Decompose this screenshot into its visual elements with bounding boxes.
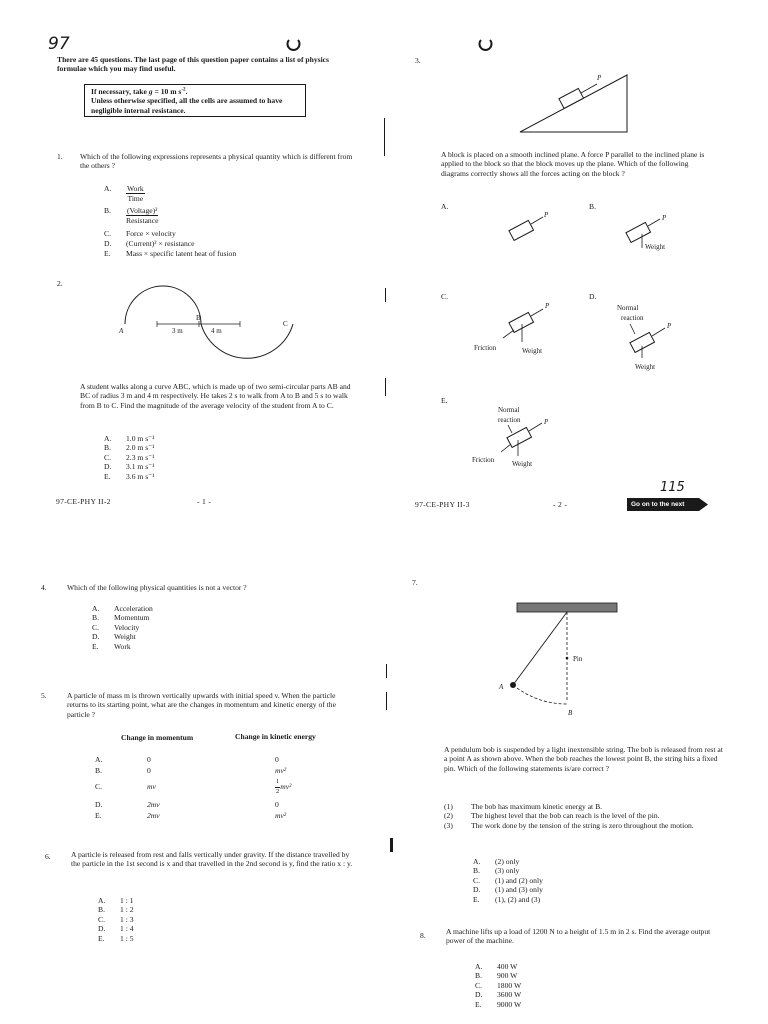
svg-text:Friction: Friction [472,456,495,464]
q4-number: 4. [41,583,47,592]
q4-option-b[interactable]: B. Momentum [92,613,150,623]
footer-code-page2: 97-CE-PHY II-3 [415,500,470,509]
instruction-line-1: If necessary, take g = 10 m $s^{-2}$. [91,87,188,96]
svg-text:Normal: Normal [617,304,639,312]
q7-stem: A pendulum bob is suspended by a light inextensible string. The bob is released from rest at a point A as shown above. When the bob reaches the lowest point B, the string hits a fixed pin. Which of the following statements is/are correct ? [444,745,723,773]
exam-intro: There are 45 questions. The last page of this question paper contains a list of physics formulae which you may find useful. [57,55,330,74]
q8-option-d[interactable]: D. 3600 W [475,990,522,1000]
svg-text:P: P [667,322,672,330]
q3-diagram-b[interactable] [622,212,712,257]
q5-header-ke: Change in kinetic energy [235,732,316,741]
q7-option-c[interactable]: C. (1) and (2) only [473,875,543,885]
q6-option-b[interactable]: B. 1 : 2 [98,905,134,915]
q2-label-bc: 4 m [211,327,222,335]
q5-row-e[interactable]: E. 2mv mv² [95,811,287,820]
q4-option-e[interactable]: E. Work [92,641,131,651]
q7-option-b[interactable]: B. (3) only [473,866,520,876]
q3-option-c-label[interactable]: C. [441,292,448,301]
handwritten-score: 115 [660,480,685,495]
svg-text:Normal: Normal [498,406,520,414]
svg-text:Weight: Weight [645,243,666,251]
q2-option-a[interactable]: A. 1.0 m s⁻¹ [104,434,155,443]
q2-semicircle-figure [115,286,300,371]
q2-option-e[interactable]: E. 3.6 m s⁻¹ [104,471,155,481]
q5-row-a[interactable]: A. 0 0 [95,755,279,764]
q8-option-c[interactable]: C. 1800 W [475,980,522,990]
footer-code-page1: 97-CE-PHY II-2 [56,497,111,506]
q2-label-b: B [196,314,201,322]
q3-incline-figure [515,70,635,136]
q6-option-e[interactable]: E. 1 : 5 [98,933,134,943]
svg-text:Weight: Weight [512,460,533,468]
q7-pendulum-figure [495,598,635,723]
q1-option-c[interactable]: C. Force × velocity [104,229,176,238]
q8-option-a[interactable]: A. 400 W [475,962,518,971]
q3-diagram-e[interactable] [470,402,570,477]
q7-number: 7. [412,578,418,587]
q7-statements: (1) The bob has maximum kinetic energy at B. (2) The highest level that the bob can reach is the level of the pin. (3) The work done by the tension of the string is zero throughout the motion. [444,802,694,830]
q3-option-e-label[interactable]: E. [441,396,448,405]
svg-text:P: P [544,211,549,219]
q7-option-d[interactable]: D. (1) and (3) only [473,885,543,895]
next-page-arrow-icon [699,498,709,511]
svg-text:Weight: Weight [522,347,543,355]
q4-option-c[interactable]: C. Velocity [92,622,140,632]
q4-option-a[interactable]: A. Acceleration [92,604,153,613]
q7-options [473,857,543,904]
q1-stem: Which of the following expressions represents a physical quantity which is different from the others ? [80,152,353,171]
q8-number: 8. [420,931,426,940]
svg-text:B: B [568,709,573,717]
q3-stem: A block is placed on a smooth inclined plane. A force P parallel to the inclined plane is applied to the block so that the block moves up the plane. Which of the following diagrams correctly shows all the forces acting on the block ? [441,150,705,178]
q1-option-d[interactable]: D. (Current)² × resistance [104,239,195,248]
q8-options [475,962,521,1009]
q6-option-c[interactable]: C. 1 : 3 [98,914,134,924]
q3-option-a-label[interactable]: A. [441,202,449,211]
q3-diagram-a[interactable] [505,210,565,245]
q7-option-e[interactable]: E. (1), (2) and (3) [473,894,541,904]
svg-text:Friction: Friction [474,344,497,352]
punch-hole-mark-2 [478,38,496,54]
q8-option-e[interactable]: E. 9000 W [475,999,522,1009]
q6-option-a[interactable]: A. 1 : 1 [98,896,134,905]
instruction-box [84,84,306,117]
footer-page-number-1: - 1 - [197,497,212,506]
q3-option-b-label[interactable]: B. [589,202,596,211]
q2-option-c[interactable]: C. 2.3 m s⁻¹ [104,452,155,462]
q5-stem: A particle of mass m is thrown vertically upwards with initial speed v. When the particle returns to its starting point, what are the changes in momentum and kinetic energy of the particle ? [67,691,336,719]
q3-diagram-d[interactable] [615,300,705,375]
q6-number: 6. [45,852,51,861]
svg-text:Weight: Weight [635,363,656,371]
q8-stem: A machine lifts up a load of 1200 N to a height of 1.5 m in 2 s. Find the average output power of the machine. [446,927,711,946]
q4-options [92,604,153,651]
q2-stem: A student walks along a curve ABC, which is made up of two semi-circular parts AB and BC of radius 3 m and 4 m respectively. He takes 2 s to walk from A to B and 5 s to walk from B to C. Find the magnitude of the average velocity of the student from A to C. [80,382,351,410]
q2-label-ab: 3 m [172,327,183,335]
instruction-line-3: negligible internal resistance. [91,105,186,115]
q3-number: 3. [415,56,421,65]
svg-text:P: P [662,214,667,222]
q1-option-e[interactable]: E. Mass × specific latent heat of fusion [104,249,237,258]
q2-label-a: A [119,327,124,335]
q2-option-d[interactable]: D. 3.1 m s⁻¹ [104,462,155,472]
q4-stem: Which of the following physical quantities is not a vector ? [67,583,247,592]
svg-text:P: P [545,302,550,310]
q2-number: 2. [57,279,63,288]
svg-text:A: A [499,683,504,691]
svg-text:P: P [597,74,602,82]
svg-text:Pin: Pin [573,655,583,663]
q6-options [98,896,134,943]
q1-number: 1. [57,152,63,161]
q1-option-a[interactable]: A. $\frac{\text{Work}}{\text{Time}}$ [104,184,144,204]
q5-row-c[interactable]: C. mv $\frac{1}{2}$ mv² [95,778,292,795]
q1-option-b[interactable]: B. $\frac{\text{(Voltage)²}}{\text{Resistance}}$ [104,206,159,226]
footer-page-number-2: - 2 - [553,500,568,509]
svg-text:P: P [544,418,549,426]
q5-number: 5. [41,691,47,700]
q5-row-d[interactable]: D. 2mv 0 [95,800,279,809]
q3-diagram-c[interactable] [470,300,570,358]
q8-option-b[interactable]: B. 900 W [475,971,518,981]
go-to-next-page-banner: Go on to the next page [627,498,699,511]
q7-option-a[interactable]: A. (2) only [473,857,520,866]
punch-hole-mark [286,38,304,52]
handwritten-page-mark: 97 [48,34,70,54]
q2-label-c: C [283,320,288,328]
q3-option-d-label[interactable]: D. [589,292,597,301]
q5-row-b[interactable]: B. 0 mv² [95,766,287,775]
q5-header-momentum: Change in momentum [121,733,194,742]
svg-text:reaction: reaction [621,314,644,322]
q4-option-d[interactable]: D. Weight [92,632,136,642]
q6-option-d[interactable]: D. 1 : 4 [98,924,134,934]
q2-option-b[interactable]: B. 2.0 m s⁻¹ [104,443,155,453]
instruction-line-2: Unless otherwise specified, all the cells are assumed to have [91,96,283,106]
q5-table [95,755,325,822]
q6-stem: A particle is released from rest and falls vertically under gravity. If the distance travelled by the particle in the 1st second is x and that travelled in the 2nd second is y, find the ratio x : y. [71,850,353,869]
svg-text:reaction: reaction [498,416,521,424]
q2-options [104,434,154,481]
